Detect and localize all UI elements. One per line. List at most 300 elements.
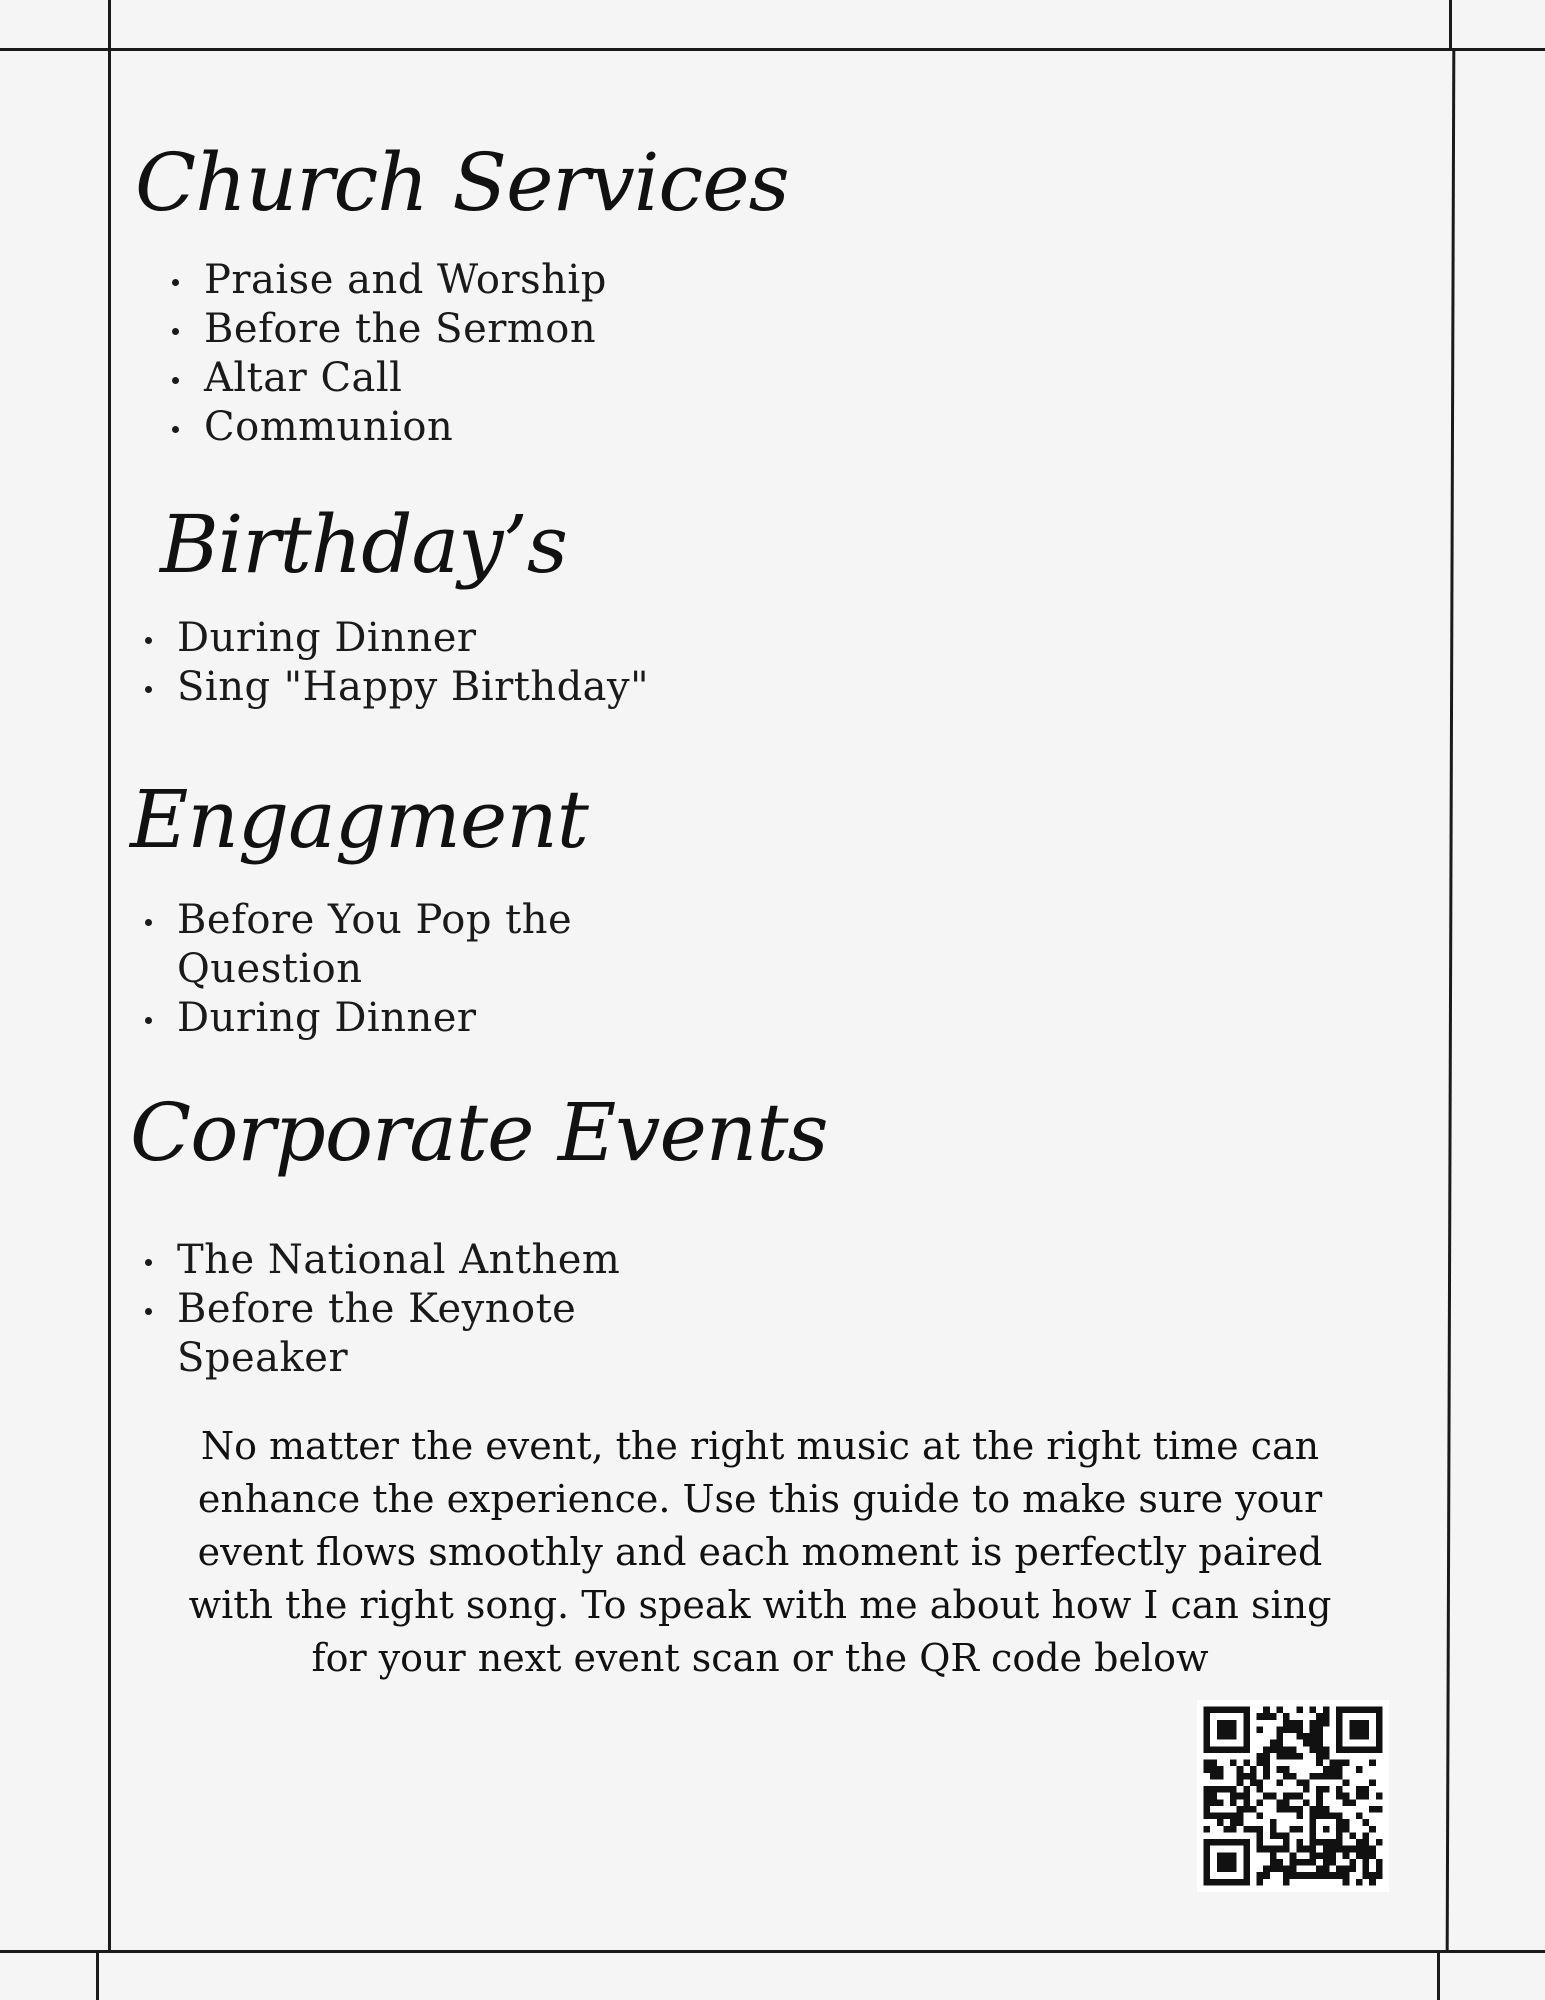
heading-corporate-events: Corporate Events <box>130 1086 828 1179</box>
qr-module <box>1376 1866 1383 1873</box>
list-birthdays <box>143 614 649 712</box>
qr-module <box>1310 1813 1317 1820</box>
qr-module <box>1210 1879 1217 1886</box>
qr-module <box>1349 1733 1356 1740</box>
qr-module <box>1363 1786 1370 1793</box>
qr-module <box>1323 1773 1330 1780</box>
qr-module <box>1230 1733 1237 1740</box>
qr-module <box>1276 1799 1283 1806</box>
qr-module <box>1243 1786 1250 1793</box>
qr-module <box>1257 1879 1264 1886</box>
qr-module <box>1369 1779 1376 1786</box>
frame-line-bottom <box>0 1950 1545 1953</box>
list-corporate-events <box>143 1236 623 1383</box>
qr-module <box>1303 1799 1310 1806</box>
qr-module <box>1217 1819 1224 1826</box>
qr-module <box>1349 1799 1356 1806</box>
qr-module <box>1276 1846 1283 1853</box>
qr-module <box>1336 1793 1343 1800</box>
qr-module <box>1276 1832 1283 1839</box>
qr-module <box>1376 1859 1383 1866</box>
qr-module <box>1296 1793 1303 1800</box>
list-item: During Dinner <box>143 614 649 663</box>
qr-module <box>1356 1813 1363 1820</box>
qr-module <box>1376 1726 1383 1733</box>
qr-module <box>1303 1733 1310 1740</box>
qr-module <box>1329 1839 1336 1846</box>
qr-module <box>1310 1832 1317 1839</box>
frame-line-left-stub-bottom <box>96 1952 99 2000</box>
qr-module <box>1323 1813 1330 1820</box>
qr-module <box>1316 1740 1323 1747</box>
qr-module <box>1356 1793 1363 1800</box>
qr-module <box>1210 1766 1217 1773</box>
qr-module <box>1343 1852 1350 1859</box>
qr-module <box>1296 1826 1303 1833</box>
qr-module <box>1223 1726 1230 1733</box>
qr-module <box>1296 1839 1303 1846</box>
qr-module <box>1237 1839 1244 1846</box>
list-item: Before the Sermon <box>170 305 607 354</box>
qr-module <box>1283 1846 1290 1853</box>
qr-module <box>1336 1786 1343 1793</box>
qr-module <box>1230 1839 1237 1846</box>
qr-module <box>1356 1879 1363 1886</box>
qr-module <box>1310 1720 1317 1727</box>
qr-module <box>1230 1793 1237 1800</box>
qr-module <box>1270 1852 1277 1859</box>
qr-module <box>1237 1766 1244 1773</box>
qr-module <box>1369 1760 1376 1767</box>
qr-module <box>1303 1859 1310 1866</box>
qr-module <box>1310 1826 1317 1833</box>
qr-module <box>1210 1760 1217 1767</box>
qr-module <box>1276 1859 1283 1866</box>
qr-module <box>1217 1733 1224 1740</box>
qr-code-icon <box>1197 1700 1389 1892</box>
qr-module <box>1204 1726 1211 1733</box>
qr-module <box>1296 1813 1303 1820</box>
qr-module <box>1263 1766 1270 1773</box>
qr-module <box>1316 1839 1323 1846</box>
qr-module <box>1283 1713 1290 1720</box>
qr-module <box>1336 1720 1343 1727</box>
qr-module <box>1323 1866 1330 1873</box>
qr-module <box>1204 1866 1211 1873</box>
qr-module <box>1217 1799 1224 1806</box>
qr-module <box>1204 1733 1211 1740</box>
qr-module <box>1210 1773 1217 1780</box>
qr-module <box>1329 1872 1336 1879</box>
list-item: Before You Pop the Question <box>143 896 613 994</box>
qr-module <box>1204 1713 1211 1720</box>
qr-module <box>1329 1852 1336 1859</box>
qr-module <box>1376 1740 1383 1747</box>
qr-module <box>1283 1866 1290 1873</box>
frame-line-left <box>108 48 111 1953</box>
qr-module <box>1243 1746 1250 1753</box>
qr-module <box>1343 1779 1350 1786</box>
qr-module <box>1270 1740 1277 1747</box>
qr-module <box>1223 1786 1230 1793</box>
qr-module <box>1349 1720 1356 1727</box>
qr-module <box>1310 1872 1317 1879</box>
qr-module <box>1336 1846 1343 1853</box>
qr-module <box>1336 1866 1343 1873</box>
list-item: Altar Call <box>170 354 607 403</box>
qr-module <box>1270 1819 1277 1826</box>
qr-module <box>1230 1852 1237 1859</box>
qr-module <box>1210 1707 1217 1714</box>
qr-module <box>1263 1753 1270 1760</box>
qr-module <box>1283 1766 1290 1773</box>
qr-module <box>1323 1713 1330 1720</box>
qr-module <box>1296 1859 1303 1866</box>
qr-module <box>1323 1872 1330 1879</box>
qr-module <box>1237 1793 1244 1800</box>
qr-module <box>1316 1713 1323 1720</box>
qr-module <box>1363 1859 1370 1866</box>
qr-module <box>1336 1746 1343 1753</box>
qr-module <box>1270 1832 1277 1839</box>
qr-module <box>1276 1779 1283 1786</box>
qr-module <box>1283 1746 1290 1753</box>
qr-module <box>1296 1707 1303 1714</box>
qr-module <box>1217 1746 1224 1753</box>
qr-module <box>1323 1720 1330 1727</box>
qr-module <box>1296 1872 1303 1879</box>
qr-module <box>1336 1832 1343 1839</box>
qr-module <box>1230 1879 1237 1886</box>
qr-module <box>1323 1839 1330 1846</box>
qr-module <box>1223 1859 1230 1866</box>
qr-module <box>1356 1786 1363 1793</box>
frame-line-top <box>0 48 1545 51</box>
qr-module <box>1323 1806 1330 1813</box>
qr-module <box>1336 1740 1343 1747</box>
qr-module <box>1276 1707 1283 1714</box>
qr-module <box>1223 1866 1230 1873</box>
qr-module <box>1237 1806 1244 1813</box>
qr-module <box>1290 1852 1297 1859</box>
qr-module <box>1276 1726 1283 1733</box>
qr-module <box>1296 1733 1303 1740</box>
qr-module <box>1336 1766 1343 1773</box>
qr-module <box>1204 1806 1211 1813</box>
qr-module <box>1263 1793 1270 1800</box>
qr-module <box>1217 1813 1224 1820</box>
heading-church-services: Church Services <box>135 136 789 229</box>
qr-module <box>1303 1846 1310 1853</box>
qr-module <box>1243 1846 1250 1853</box>
frame-line-right-stub-top <box>1449 0 1452 50</box>
qr-module <box>1223 1839 1230 1846</box>
qr-module <box>1257 1779 1264 1786</box>
qr-module <box>1329 1766 1336 1773</box>
qr-module <box>1356 1766 1363 1773</box>
qr-module <box>1310 1726 1317 1733</box>
qr-module <box>1376 1713 1383 1720</box>
qr-module <box>1376 1793 1383 1800</box>
qr-module <box>1217 1866 1224 1873</box>
qr-module <box>1336 1707 1343 1714</box>
qr-code[interactable] <box>1197 1700 1389 1892</box>
qr-module <box>1204 1826 1211 1833</box>
qr-module <box>1363 1793 1370 1800</box>
qr-module <box>1323 1846 1330 1853</box>
qr-module <box>1276 1746 1283 1753</box>
qr-module <box>1316 1733 1323 1740</box>
qr-module <box>1323 1746 1330 1753</box>
qr-module <box>1290 1806 1297 1813</box>
qr-module <box>1363 1720 1370 1727</box>
qr-module <box>1223 1852 1230 1859</box>
qr-module <box>1369 1707 1376 1714</box>
qr-module <box>1356 1733 1363 1740</box>
qr-module <box>1363 1832 1370 1839</box>
qr-module <box>1223 1707 1230 1714</box>
qr-module <box>1283 1720 1290 1727</box>
qr-module <box>1257 1760 1264 1767</box>
qr-module <box>1336 1773 1343 1780</box>
qr-module <box>1323 1859 1330 1866</box>
qr-module <box>1276 1733 1283 1740</box>
qr-module <box>1343 1707 1350 1714</box>
qr-module <box>1296 1806 1303 1813</box>
qr-module <box>1343 1746 1350 1753</box>
qr-module <box>1243 1793 1250 1800</box>
qr-module <box>1316 1773 1323 1780</box>
qr-module <box>1270 1793 1277 1800</box>
qr-module <box>1243 1879 1250 1886</box>
qr-module <box>1336 1813 1343 1820</box>
qr-module <box>1336 1733 1343 1740</box>
qr-module <box>1263 1872 1270 1879</box>
qr-module <box>1230 1866 1237 1873</box>
qr-module <box>1257 1726 1264 1733</box>
qr-module <box>1376 1746 1383 1753</box>
qr-module <box>1250 1779 1257 1786</box>
qr-module <box>1356 1852 1363 1859</box>
qr-module <box>1263 1746 1270 1753</box>
qr-module <box>1243 1859 1250 1866</box>
qr-module <box>1263 1773 1270 1780</box>
qr-module <box>1329 1859 1336 1866</box>
qr-module <box>1257 1799 1264 1806</box>
qr-module <box>1204 1707 1211 1714</box>
qr-module <box>1204 1879 1211 1886</box>
qr-module <box>1243 1760 1250 1767</box>
qr-module <box>1343 1866 1350 1873</box>
qr-module <box>1217 1859 1224 1866</box>
qr-module <box>1263 1707 1270 1714</box>
qr-module <box>1310 1852 1317 1859</box>
qr-module <box>1263 1866 1270 1873</box>
qr-module <box>1310 1733 1317 1740</box>
qr-module <box>1210 1799 1217 1806</box>
qr-module <box>1257 1753 1264 1760</box>
qr-module <box>1270 1866 1277 1873</box>
qr-module <box>1257 1713 1264 1720</box>
qr-module <box>1230 1819 1237 1826</box>
qr-module <box>1204 1799 1211 1806</box>
qr-module <box>1230 1746 1237 1753</box>
qr-module <box>1296 1846 1303 1853</box>
qr-module <box>1376 1872 1383 1879</box>
qr-module <box>1363 1746 1370 1753</box>
qr-module <box>1376 1733 1383 1740</box>
qr-module <box>1363 1707 1370 1714</box>
qr-module <box>1243 1726 1250 1733</box>
qr-module <box>1296 1720 1303 1727</box>
qr-module <box>1283 1879 1290 1886</box>
qr-module <box>1290 1720 1297 1727</box>
qr-module <box>1343 1760 1350 1767</box>
frame-line-left-stub-top <box>108 0 111 50</box>
qr-module <box>1303 1786 1310 1793</box>
qr-module <box>1237 1879 1244 1886</box>
qr-module <box>1356 1846 1363 1853</box>
qr-module <box>1290 1746 1297 1753</box>
qr-module <box>1204 1766 1211 1773</box>
qr-module <box>1243 1720 1250 1727</box>
qr-module <box>1316 1786 1323 1793</box>
list-item: Sing "Happy Birthday" <box>143 663 649 712</box>
qr-module <box>1243 1799 1250 1806</box>
qr-module <box>1323 1753 1330 1760</box>
qr-module <box>1204 1839 1211 1846</box>
qr-module <box>1204 1786 1211 1793</box>
qr-module <box>1204 1846 1211 1853</box>
qr-module <box>1283 1799 1290 1806</box>
qr-module <box>1270 1746 1277 1753</box>
qr-module <box>1270 1859 1277 1866</box>
qr-module <box>1257 1786 1264 1793</box>
qr-module <box>1276 1806 1283 1813</box>
qr-module <box>1316 1753 1323 1760</box>
qr-module <box>1217 1726 1224 1733</box>
qr-module <box>1283 1872 1290 1879</box>
list-item: Praise and Worship <box>170 256 607 305</box>
qr-module <box>1290 1859 1297 1866</box>
qr-module <box>1217 1773 1224 1780</box>
qr-module <box>1329 1773 1336 1780</box>
qr-module <box>1263 1846 1270 1853</box>
qr-module <box>1363 1733 1370 1740</box>
qr-module <box>1336 1760 1343 1767</box>
qr-module <box>1210 1813 1217 1820</box>
qr-module <box>1316 1746 1323 1753</box>
qr-module <box>1217 1852 1224 1859</box>
qr-module <box>1369 1846 1376 1853</box>
qr-module <box>1270 1846 1277 1853</box>
qr-module <box>1376 1806 1383 1813</box>
qr-module <box>1237 1707 1244 1714</box>
qr-module <box>1356 1746 1363 1753</box>
qr-module <box>1230 1726 1237 1733</box>
qr-module <box>1257 1832 1264 1839</box>
qr-module <box>1223 1720 1230 1727</box>
qr-module <box>1237 1773 1244 1780</box>
qr-module <box>1316 1806 1323 1813</box>
qr-module <box>1217 1766 1224 1773</box>
qr-module <box>1223 1879 1230 1886</box>
qr-module <box>1316 1799 1323 1806</box>
qr-module <box>1237 1779 1244 1786</box>
qr-module <box>1217 1879 1224 1886</box>
qr-module <box>1243 1707 1250 1714</box>
qr-module <box>1276 1866 1283 1873</box>
qr-module <box>1310 1773 1317 1780</box>
qr-module <box>1230 1799 1237 1806</box>
qr-module <box>1243 1740 1250 1747</box>
qr-module <box>1237 1746 1244 1753</box>
qr-module <box>1263 1760 1270 1767</box>
qr-module <box>1363 1819 1370 1826</box>
qr-module <box>1316 1866 1323 1873</box>
qr-module <box>1210 1839 1217 1846</box>
qr-module <box>1243 1806 1250 1813</box>
qr-module <box>1290 1773 1297 1780</box>
qr-module <box>1323 1707 1330 1714</box>
qr-module <box>1204 1872 1211 1879</box>
qr-module <box>1310 1746 1317 1753</box>
qr-module <box>1363 1852 1370 1859</box>
qr-module <box>1376 1707 1383 1714</box>
qr-module <box>1343 1799 1350 1806</box>
qr-module <box>1237 1813 1244 1820</box>
qr-module <box>1257 1846 1264 1853</box>
qr-module <box>1283 1839 1290 1846</box>
qr-module <box>1223 1826 1230 1833</box>
list-item: During Dinner <box>143 994 613 1043</box>
qr-module <box>1250 1766 1257 1773</box>
qr-module <box>1283 1793 1290 1800</box>
qr-module <box>1323 1852 1330 1859</box>
qr-module <box>1363 1839 1370 1846</box>
qr-module <box>1363 1846 1370 1853</box>
qr-module <box>1283 1832 1290 1839</box>
frame-line-right <box>1446 48 1456 1953</box>
qr-module <box>1270 1713 1277 1720</box>
qr-module <box>1290 1866 1297 1873</box>
qr-module <box>1316 1720 1323 1727</box>
qr-module <box>1343 1879 1350 1886</box>
qr-module <box>1270 1826 1277 1833</box>
qr-module <box>1310 1846 1317 1853</box>
qr-module <box>1250 1806 1257 1813</box>
qr-module <box>1230 1707 1237 1714</box>
qr-module <box>1356 1720 1363 1727</box>
qr-module <box>1316 1793 1323 1800</box>
qr-module <box>1243 1872 1250 1879</box>
closing-paragraph: No matter the event, the right music at the right time can enhance the experience. Use this guide to make sure your event flows smoothly and each moment is perfectly paired with the right song. To speak with me about how I can sing for your next event scan or the QR code below <box>188 1424 1332 1680</box>
qr-module <box>1356 1726 1363 1733</box>
qr-module <box>1329 1846 1336 1853</box>
qr-module <box>1316 1726 1323 1733</box>
qr-module <box>1210 1786 1217 1793</box>
qr-module <box>1257 1813 1264 1820</box>
qr-module <box>1316 1760 1323 1767</box>
qr-module <box>1369 1806 1376 1813</box>
qr-module <box>1316 1852 1323 1859</box>
list-item: The National Anthem <box>143 1236 623 1285</box>
qr-module <box>1250 1826 1257 1833</box>
qr-module <box>1369 1852 1376 1859</box>
qr-module <box>1363 1866 1370 1873</box>
qr-module <box>1204 1760 1211 1767</box>
qr-module <box>1204 1740 1211 1747</box>
